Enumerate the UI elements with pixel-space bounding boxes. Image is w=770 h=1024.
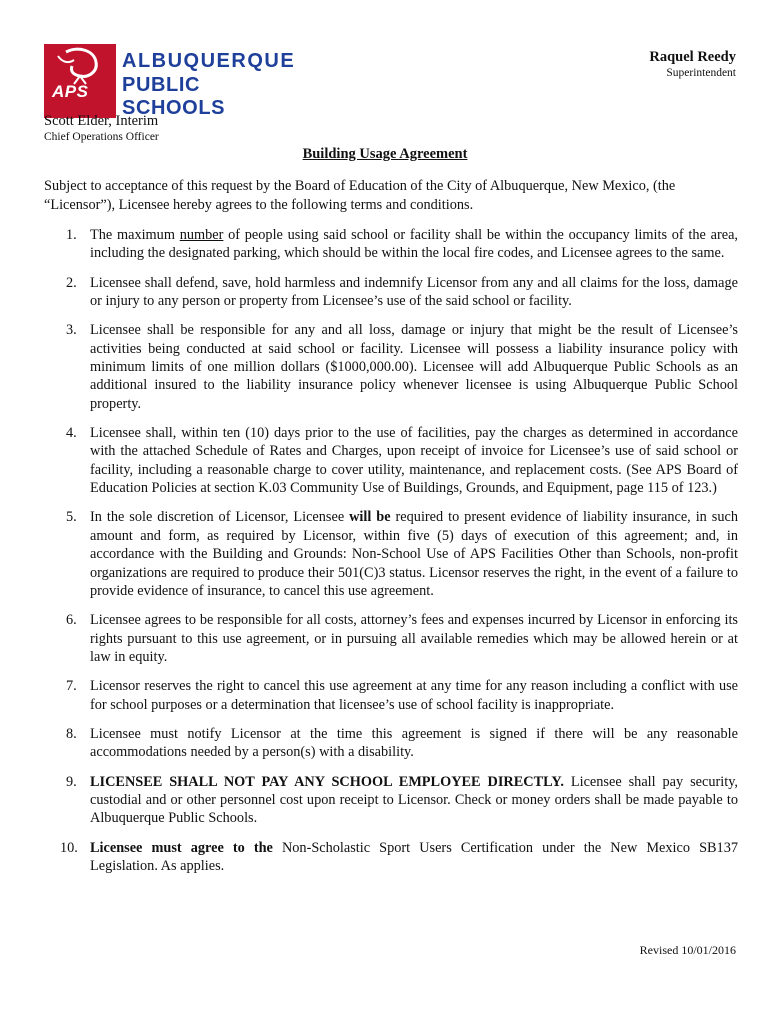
term-bold-text: Licensee must agree to the [90, 839, 273, 856]
term-text: Licensee shall defend, save, hold harmless and indemnify Licensor from any and all claims for the loss, damage or injury to any person or property from Licensee’s use of the said school or facility. [90, 274, 738, 310]
term-bold-text: LICENSEE SHALL NOT PAY ANY SCHOOL EMPLOYEE DIRECTLY. [90, 773, 564, 790]
document-title: Building Usage Agreement [302, 146, 468, 162]
term-item [44, 226, 738, 263]
term-item [44, 773, 738, 828]
term-text: Licensee agrees to be responsible for all costs, attorney’s fees and expenses incurred by Licensor in enforcing its rights pursuant to this use agreement, or in pursuing all available remedies which may be allowed herein or at law in equity. [90, 612, 738, 666]
term-item [44, 725, 738, 762]
revision-date: Revised 10/01/2016 [639, 943, 736, 957]
superintendent-name: Raquel Reedy [649, 49, 736, 65]
term-number: 1. [66, 227, 77, 243]
term-text-lead: The maximum [90, 227, 180, 243]
terms-list [44, 226, 738, 886]
term-item [44, 274, 738, 311]
term-number: 10. [60, 839, 78, 856]
balloon-icon [44, 44, 116, 118]
aps-logo-mark [44, 44, 116, 118]
term-text: Licensee must notify Licensor at the time this agreement is signed if there will be any reasonable accommodations needed by a person(s) with a disability. [90, 725, 738, 761]
term-bold-text: will be [349, 509, 391, 526]
term-text: required to present evidence of liability insurance, in such amount and form, as required by Licensor, within five (5) days of execution of this agreement; and, in accordance with the Building and Grounds: Non-School Use of APS Facilities Other than Schools, non-profit organizations are required to produce their 501(C)3 status. Licensor reserves the right, in the event of a failure to provide evidence of insurance, to cancel this use agreement. [90, 509, 738, 600]
term-text: Licensee shall pay security, custodial and or other personnel cost upon receipt to Licensor. Check or money orders shall be made payable to Albuquerque Public Schools. [90, 773, 739, 827]
term-text: Licensee shall be responsible for any and all loss, damage or injury that might be the result of Licensee’s activities being conducted at said school or facility. Licensee will possess a liability insurance policy with minimum limits of one million dollars ($1000,000.00). Licensee will add Albuquerque Public Schools as an additional insured to the liability insurance policy whenever licensee is using Albuquerque Public School property. [90, 322, 738, 412]
term-item [44, 508, 738, 600]
term-number: 7. [66, 678, 77, 695]
logo-text-line2: PUBLIC SCHOOLS [122, 74, 226, 119]
coo-name: Scott Elder, Interim [44, 113, 159, 129]
term-number: 6. [66, 612, 77, 629]
logo-abbreviation: APS [52, 82, 89, 101]
term-number: 5. [66, 509, 77, 526]
logo-text-line1: ALBUQUERQUE [122, 50, 296, 72]
term-item [44, 677, 738, 714]
coo-title: Chief Operations Officer [44, 131, 159, 143]
term-number: 2. [66, 274, 77, 291]
term-underlined-text: number [179, 227, 224, 243]
term-item [44, 321, 738, 413]
term-text-lead: In the sole discretion of Licensor, Licensee [90, 509, 350, 526]
term-number: 3. [66, 322, 77, 339]
term-item [44, 839, 738, 876]
term-number: 8. [66, 725, 77, 742]
term-item [44, 424, 738, 498]
term-text: Licensor reserves the right to cancel this use agreement at any time for any reason including a conflict with use for school purposes or a determination that licensee’s use of school facility is inappropriate. [90, 678, 738, 713]
aps-logo [44, 44, 296, 120]
intro-paragraph: Subject to acceptance of this request by the Board of Education of the City of Albuquerque, New Mexico, (the “Licensor”), Licensee hereby agrees to the following terms and conditions. [44, 178, 676, 213]
term-text: of people using said school or facility shall be within the occupancy limits of the area, including the designated parking, which should be within the local fire codes, and Licensee agrees to the same. [90, 227, 739, 262]
term-number: 4. [66, 425, 77, 442]
superintendent-title: Superintendent [666, 67, 736, 79]
term-number: 9. [66, 773, 77, 790]
term-item [44, 611, 738, 666]
term-text: Non-Scholastic Sport Users Certification under the New Mexico SB137 Legislation. As applies. [90, 839, 738, 874]
term-text: Licensee shall, within ten (10) days prior to the use of facilities, pay the charges as determined in accordance with the attached Schedule of Rates and Charges, upon receipt of invoice for Licensee’s use of said school or facility, including a reasonable charge to cover utility, maintenance, and replacement costs. (See APS Board of Education Policies at section K.03 Community Use of Buildings, Grounds, and Equipment, page 115 of 123.) [90, 425, 738, 497]
